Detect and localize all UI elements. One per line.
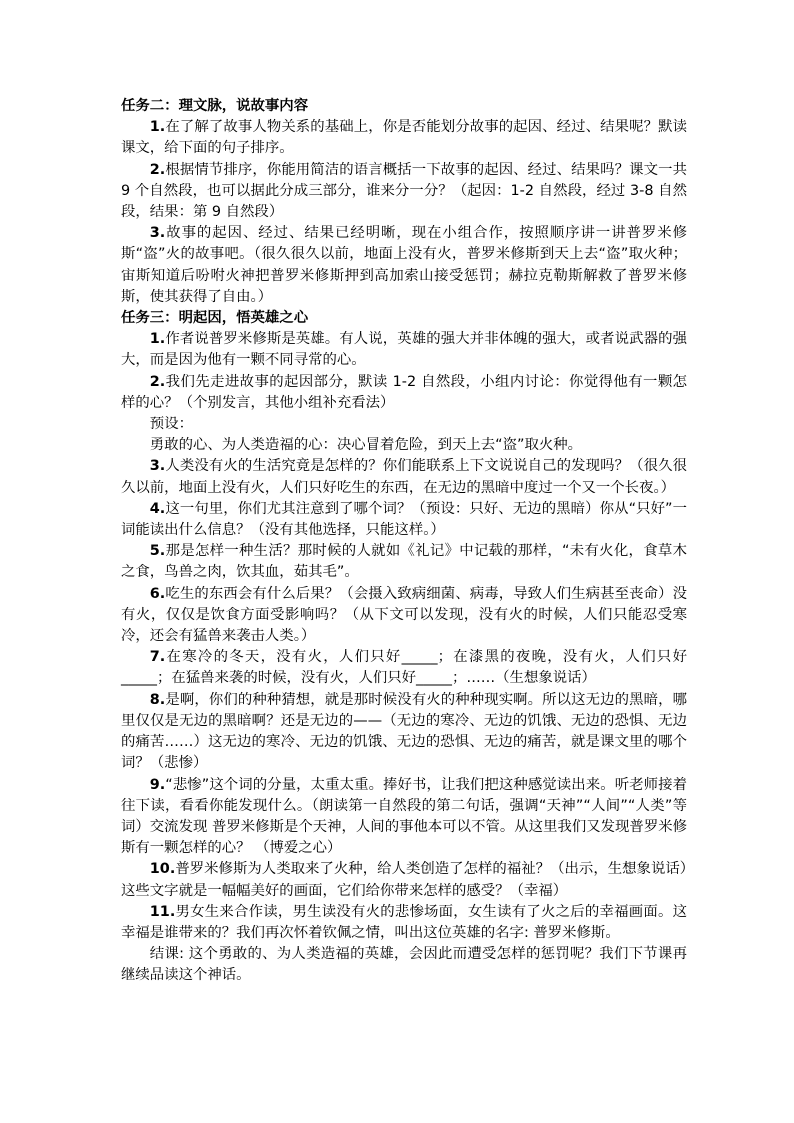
- paragraph-text: 在了解了故事人物关系的基础上，你是否能划分故事的起因、经过、结果呢？默读课文，给下面的句子排序。: [121, 119, 687, 157]
- paragraph-text: 勇敢的心、为人类造福的心：决心冒着危险，到天上去“盗”取火种。: [149, 437, 583, 454]
- paragraph-text: 根据情节排序，你能用简洁的语言概括一下故事的起因、经过、结果吗？课文一共 9 个自然段，也可以据此分成三部分，谁来分一分？（起因：1-2 自然段，经过 3-8 自然段，结果：第 9 自然段）: [121, 161, 687, 221]
- section-task-three: [121, 308, 687, 987]
- paragraph-text: 在寒冷的冬天，没有火，人们只好_____；在漆黑的夜晚，没有火，人们只好_____；在猛兽来袭的时候，没有火，人们只好_____；……（生想象说话）: [121, 649, 687, 687]
- paragraph-number: 2.: [149, 161, 166, 178]
- paragraph-number: 10.: [149, 861, 176, 878]
- paragraph: [121, 944, 687, 986]
- paragraph-text: 人类没有火的生活究竟是怎样的？你们能联系上下文说说自己的发现吗？（很久很久以前，地面上没有火，人们只好吃生的东西，在无边的黑暗中度过一个又一个长夜。）: [121, 458, 687, 496]
- paragraph-text: 那是怎样一种生活？那时候的人就如《礼记》中记载的那样，“未有火化，食草木之食，鸟兽之肉，饮其血，茹其毛”。: [121, 543, 687, 581]
- paragraph: [121, 329, 687, 371]
- paragraph: [121, 499, 687, 541]
- paragraph-text: 这一句里，你们尤其注意到了哪个词？（预设：只好、无边的黑暗）你从“只好”一词能读出什么信息？（没有其他选择，只能这样。）: [121, 500, 687, 539]
- paragraph-text: 作者说普罗米修斯是英雄。有人说，英雄的强大并非体魄的强大，或者说武器的强大，而是因为他有一颗不同寻常的心。: [121, 331, 687, 369]
- paragraph-number: 5.: [149, 543, 166, 560]
- paragraph-text: 我们先走进故事的起因部分，默读 1-2 自然段，小组内讨论：你觉得他有一颗怎样的心？（个别发言，其他小组补充看法）: [121, 373, 687, 411]
- paragraph-number: 3.: [149, 225, 166, 242]
- paragraph: [121, 435, 687, 456]
- paragraph: [121, 456, 687, 498]
- paragraph-text: 普罗米修斯为人类取来了火种，给人类创造了怎样的福祉？（出示，生想象说话）这些文字就是一幅幅美好的画面，它们给你带来怎样的感受？（幸福）: [121, 861, 687, 899]
- paragraph: [121, 223, 687, 308]
- paragraph-number: 9.: [149, 776, 166, 793]
- paragraph: [121, 775, 687, 860]
- paragraph-number: 8.: [149, 691, 166, 708]
- paragraph: [121, 160, 687, 224]
- paragraph-number: 1.: [149, 331, 166, 348]
- paragraph: [121, 647, 687, 689]
- paragraph-text: 结课: 这个勇敢的、为人类造福的英雄，会因此而遭受怎样的惩罚呢？我们下节课再继续品读这个神话。: [121, 946, 687, 984]
- section-heading: 任务二：理文脉，说故事内容: [121, 98, 309, 114]
- paragraph: [121, 117, 687, 159]
- paragraph-text: 故事的起因、经过、结果已经明晰，现在小组合作，按照顺序讲一讲普罗米修斯“盗”火的故事吧。（很久很久以前，地面上没有火，普罗米修斯到天上去“盗”取火种；宙斯知道后吩咐火神把普罗米修斯押到高加索山接受惩罚；赫拉克勒斯解救了普罗米修斯，使其获得了自由。）: [121, 225, 687, 305]
- paragraph-text: “悲惨”这个词的分量，太重太重。捧好书，让我们把这种感觉读出来。听老师接着往下读，看看你能发现什么。（朗读第一自然段的第二句话，强调“天神”“人间”“人类”等词）交流发现 普罗米修斯是个天神，人间的事他本可以不管。从这里我们又发现普罗米修斯有一颗怎样的心？ （博爱之心）: [121, 776, 687, 857]
- section-heading: 任务三：明起因，悟英雄之心: [121, 310, 309, 327]
- paragraph-text: 预设：: [149, 416, 193, 433]
- paragraph-number: 1.: [149, 119, 166, 136]
- paragraph: [121, 902, 687, 944]
- paragraph-number: 7.: [149, 649, 166, 666]
- section-task-two: [121, 96, 687, 308]
- paragraph-number: 3.: [149, 458, 166, 475]
- paragraph: [121, 690, 687, 775]
- paragraph-number: 6.: [149, 585, 166, 602]
- paragraph: [121, 541, 687, 583]
- paragraph-number: 11.: [149, 903, 176, 920]
- document-page: [121, 96, 687, 987]
- paragraph-text: 男女生来合作读，男生读没有火的悲惨场面，女生读有了火之后的幸福画面。这幸福是谁带来的？我们再次怀着钦佩之情，叫出这位英雄的名字: 普罗米修斯。: [121, 903, 687, 941]
- paragraph: [121, 414, 687, 435]
- paragraph: [121, 584, 687, 648]
- paragraph-number: 4.: [149, 500, 166, 517]
- paragraph-number: 2.: [149, 373, 166, 390]
- paragraph-text: 吃生的东西会有什么后果？（会摄入致病细菌、病毒，导致人们生病甚至丧命）没有火，仅仅是饮食方面受影响吗？（从下文可以发现，没有火的时候，人们只能忍受寒冷，还会有猛兽来袭击人类。）: [121, 585, 687, 645]
- paragraph: [121, 859, 687, 901]
- paragraph: [121, 372, 687, 414]
- paragraph-text: 是啊，你们的种种猜想，就是那时候没有火的种种现实啊。所以这无边的黑暗，哪里仅仅是无边的黑暗啊？还是无边的——（无边的寒冷、无边的饥饿、无边的恐惧、无边的痛苦……）这无边的寒冷、无边的饥饿、无边的恐惧、无边的痛苦，就是课文里的哪个词？（悲惨）: [121, 691, 687, 772]
